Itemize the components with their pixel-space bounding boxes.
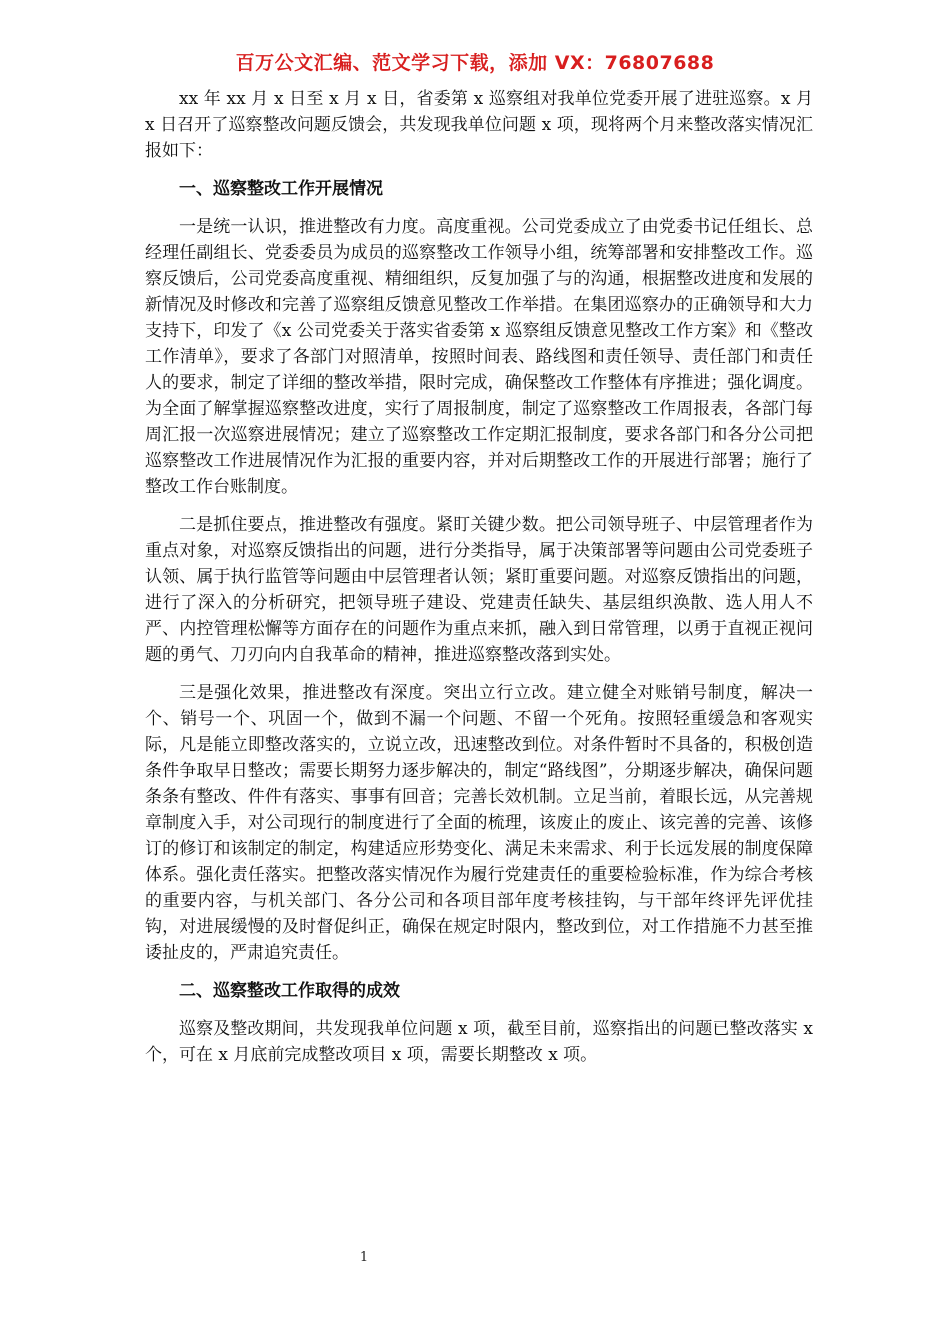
section-heading-1: 一、巡察整改工作开展情况 [179,179,383,199]
section1-paragraph-2: 二是抓住要点，推进整改有强度。紧盯关键少数。把公司领导班子、中层管理者作为重点对象，对巡察反馈指出的问题，进行分类指导，属于决策部署等问题由公司党委班子认领、属于执行监管等问题由中层管理者认领；紧盯重要问题。对巡察反馈指出的问题，进行了深入的分析研究，把领导班子建设、党建责任缺失、基层组织涣散、选人用人不严、内控管理松懈等方面存在的问题作为重点来抓，融入到日常管理，以勇于直视正视问题的勇气、刀刃向内自我革命的精神，推进巡察整改落到实处。 [145,515,813,665]
page-number: 1 [359,1250,369,1265]
section1-paragraph-1: 一是统一认识，推进整改有力度。高度重视。公司党委成立了由党委书记任组长、总经理任副组长、党委委员为成员的巡察整改工作领导小组，统筹部署和安排整改工作。巡察反馈后，公司党委高度重视、精细组织，反复加强了与的沟通，根据整改进度和发展的新情况及时修改和完善了巡察组反馈意见整改工作举措。在集团巡察办的正确领导和大力支持下，印发了《x 公司党委关于落实省委第 x 巡察组反馈意见整改工作方案》和《整改工作清单》，要求了各部门对照清单，按照时间表、路线图和责任领导、责任部门和责任人的要求，制定了详细的整改举措，限时完成，确保整改工作整体有序推进；强化调度。为全面了解掌握巡察整改进度，实行了周报制度，制定了巡察整改工作周报表，各部门每周汇报一次巡察进展情况；建立了巡察整改工作定期汇报制度，要求各部门和各分公司把巡察整改工作进展情况作为汇报的重要内容，并对后期整改工作的开展进行部署；施行了整改工作台账制度。 [145,217,813,497]
section-heading-2: 二、巡察整改工作取得的成效 [179,981,400,1001]
section2-paragraph-1: 巡察及整改期间，共发现我单位问题 x 项，截至目前，巡察指出的问题已整改落实 x 个，可在 x 月底前完成整改项目 x 项，需要长期整改 x 项。 [145,1019,813,1065]
intro-paragraph: xx 年 xx 月 x 日至 x 月 x 日，省委第 x 巡察组对我单位党委开展了进驻巡察。x 月 x 日召开了巡察整改问题反馈会，共发现我单位问题 x 项，现将两个月来整改落实情况汇报如下： [145,89,813,161]
section1-paragraph-3: 三是强化效果，推进整改有深度。突出立行立改。建立健全对账销号制度，解决一个、销号一个、巩固一个，做到不漏一个问题、不留一个死角。按照轻重缓急和客观实际，凡是能立即整改落实的，立说立改，迅速整改到位。对条件暂时不具备的，积极创造条件争取早日整改；需要长期努力逐步解决的，制定“路线图”，分期逐步解决，确保问题条条有整改、件件有落实、事事有回音；完善长效机制。立足当前，着眼长远，从完善规章制度入手，对公司现行的制度进行了全面的梳理，该废止的废止、该完善的完善、该修订的修订和该制定的制定，构建适应形势变化、满足未来需求、利于长远发展的制度保障体系。强化责任落实。把整改落实情况作为履行党建责任的重要检验标准，作为综合考核的重要内容，与机关部门、各分公司和各项目部年度考核挂钩，与干部年终评先评优挂钩，对进展缓慢的及时督促纠正，确保在规定时限内，整改到位，对工作措施不力甚至推诿扯皮的，严肃追究责任。 [145,683,813,963]
download-banner: 百万公文汇编、范文学习下载，添加 VX：76807688 [235,52,715,74]
document-body [145,86,813,1080]
